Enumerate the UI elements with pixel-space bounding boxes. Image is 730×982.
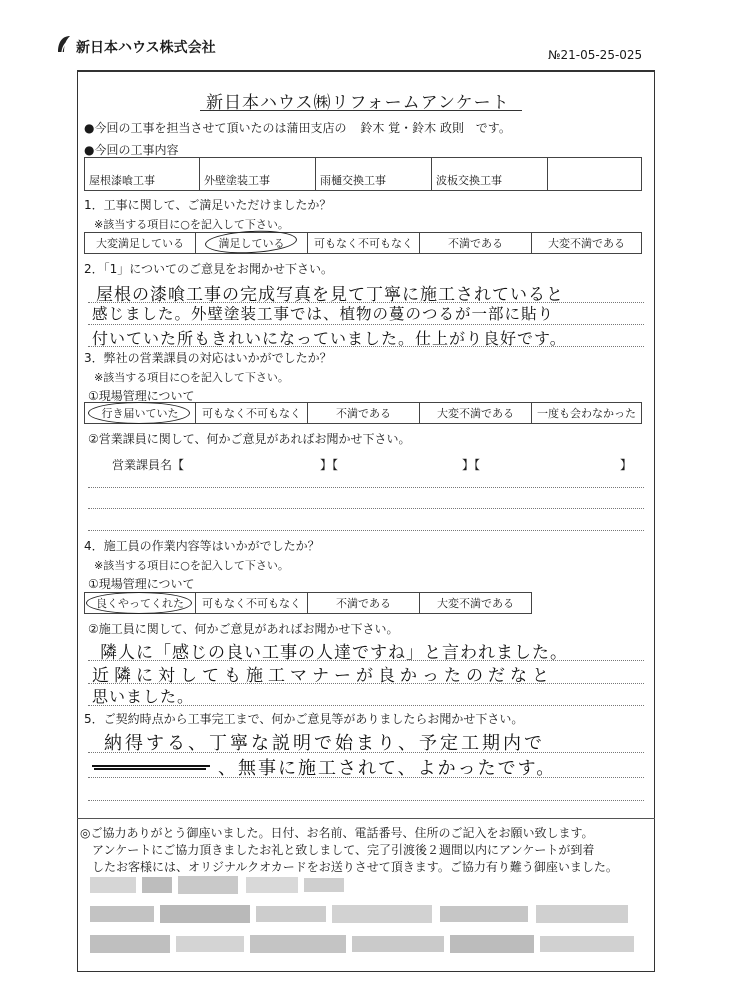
q4-sub2: ②施工員に関して、何かご意見があればお聞かせ下さい。	[88, 622, 399, 636]
staff-label: 営業課員名【	[112, 458, 185, 472]
q1-option[interactable]: 大変不満である	[548, 237, 625, 250]
q4-sub1: ①現場管理について	[88, 577, 195, 591]
q5-answer-line: 納得する、丁寧な説明で始まり、予定工期内で	[104, 733, 545, 754]
q3-option[interactable]: 大変不満である	[420, 403, 532, 423]
work-item: 屋根漆喰工事	[85, 158, 200, 190]
staff-bracket: 】	[620, 458, 633, 472]
survey-title: 新日本ハウス㈱リフォームアンケート	[206, 93, 510, 113]
footer-line: したお客様には、オリジナルクオカードをお送りさせて頂きます。ご協力有り難う御座いました。	[80, 860, 618, 874]
intro-names: 鈴木 覚・鈴木 政則	[360, 121, 464, 135]
intro-suffix: です。	[475, 121, 511, 135]
strikethrough-mark	[92, 765, 210, 767]
intro-line	[84, 119, 511, 136]
q1-note: ※該当する項目に○を記入して下さい。	[94, 218, 289, 231]
q4-option[interactable]: 大変不満である	[437, 597, 514, 610]
q4-answer-line: 近隣に対しても施工マナーが良かったのだなと	[92, 666, 554, 686]
document-number: №21-05-25-025	[548, 48, 643, 62]
q4-option[interactable]: 不満である	[308, 593, 420, 613]
q1-options	[84, 232, 642, 254]
title-underline	[200, 110, 522, 111]
q4-selection-circle	[86, 592, 192, 614]
footer-line: アンケートにご協力頂きましたお礼と致しまして、完了引渡後２週間以内にアンケートが到着	[80, 843, 595, 857]
staff-bracket: 】【	[320, 458, 339, 472]
q4-title: 4．施工員の作業内容等はいかがでしたか？	[84, 539, 320, 553]
q4-answer-line: 思いました。	[92, 687, 195, 706]
q1-option[interactable]: 大変満足している	[85, 233, 196, 253]
q2-answer-line: 感じました。外壁塗装工事では、植物の蔓のつるが一部に貼り	[92, 305, 555, 323]
q2-answer-line: 屋根の漆喰工事の完成写真を見て丁寧に施工されていると	[96, 285, 564, 305]
answer-rule	[88, 324, 644, 325]
q4-note: ※該当する項目に○を記入して下さい。	[94, 559, 289, 572]
q5-title: 5．ご契約時点から工事完工まで、何かご意見等がありましたらお聞かせ下さい。	[84, 712, 524, 726]
q3-option[interactable]: 不満である	[308, 403, 420, 423]
strikethrough-mark	[94, 768, 206, 770]
work-item	[548, 158, 641, 190]
company-name: 新日本ハウス株式会社	[76, 40, 216, 56]
q3-option[interactable]: 可もなく不可もなく	[196, 403, 308, 423]
work-label: ●今回の工事内容	[84, 143, 179, 157]
q4-option[interactable]: 可もなく不可もなく	[196, 593, 308, 613]
company-logo-icon	[56, 34, 72, 54]
q3-selection-circle	[88, 402, 190, 424]
q5-answer-line: 、無事に施工されて、よかったです。	[218, 758, 557, 779]
q1-title: 1．工事に関して、ご満足いただけましたか？	[84, 198, 332, 212]
q1-option[interactable]: 満足している	[196, 233, 308, 253]
staff-bracket: 】【	[462, 458, 481, 472]
q3-sub1: ①現場管理について	[88, 389, 195, 403]
q3-note: ※該当する項目に○を記入して下さい。	[94, 371, 289, 384]
q1-option[interactable]: 可もなく不可もなく	[308, 233, 420, 253]
q1-option[interactable]: 不満である	[420, 233, 532, 253]
answer-rule	[88, 487, 644, 488]
q3-title: 3．弊社の営業課員の対応はいかがでしたか？	[84, 351, 332, 365]
q3-option[interactable]: 行き届いていた	[85, 403, 196, 423]
answer-rule	[88, 800, 644, 801]
work-item: 雨樋交換工事	[316, 158, 432, 190]
q2-answer-line: 付いていた所もきれいになっていました。仕上がり良好です。	[92, 329, 567, 348]
q3-option[interactable]: 一度も会わなかった	[537, 407, 636, 420]
q2-title: 2．「1」についてのご意見をお聞かせ下さい。	[84, 262, 334, 276]
q3-sub2: ②営業課員に関して、何かご意見があればお聞かせ下さい。	[88, 432, 411, 446]
answer-rule	[88, 530, 644, 531]
q4-option[interactable]: 良くやってくれた	[85, 593, 196, 613]
work-item: 外壁塗装工事	[200, 158, 316, 190]
intro-prefix: ●今回の工事を担当させて頂いたのは蒲田支店の	[84, 121, 347, 135]
footer-line: ◎ご協力ありがとう御座いました。日付、お名前、電話番号、住所のご記入をお願い致します。	[80, 826, 594, 840]
q4-answer-line: 隣人に「感じの良い工事の人達ですね」と言われました。	[100, 643, 568, 663]
work-item: 波板交換工事	[432, 158, 548, 190]
footer-divider	[77, 818, 655, 819]
work-items-box	[84, 157, 642, 191]
answer-rule	[88, 508, 644, 509]
